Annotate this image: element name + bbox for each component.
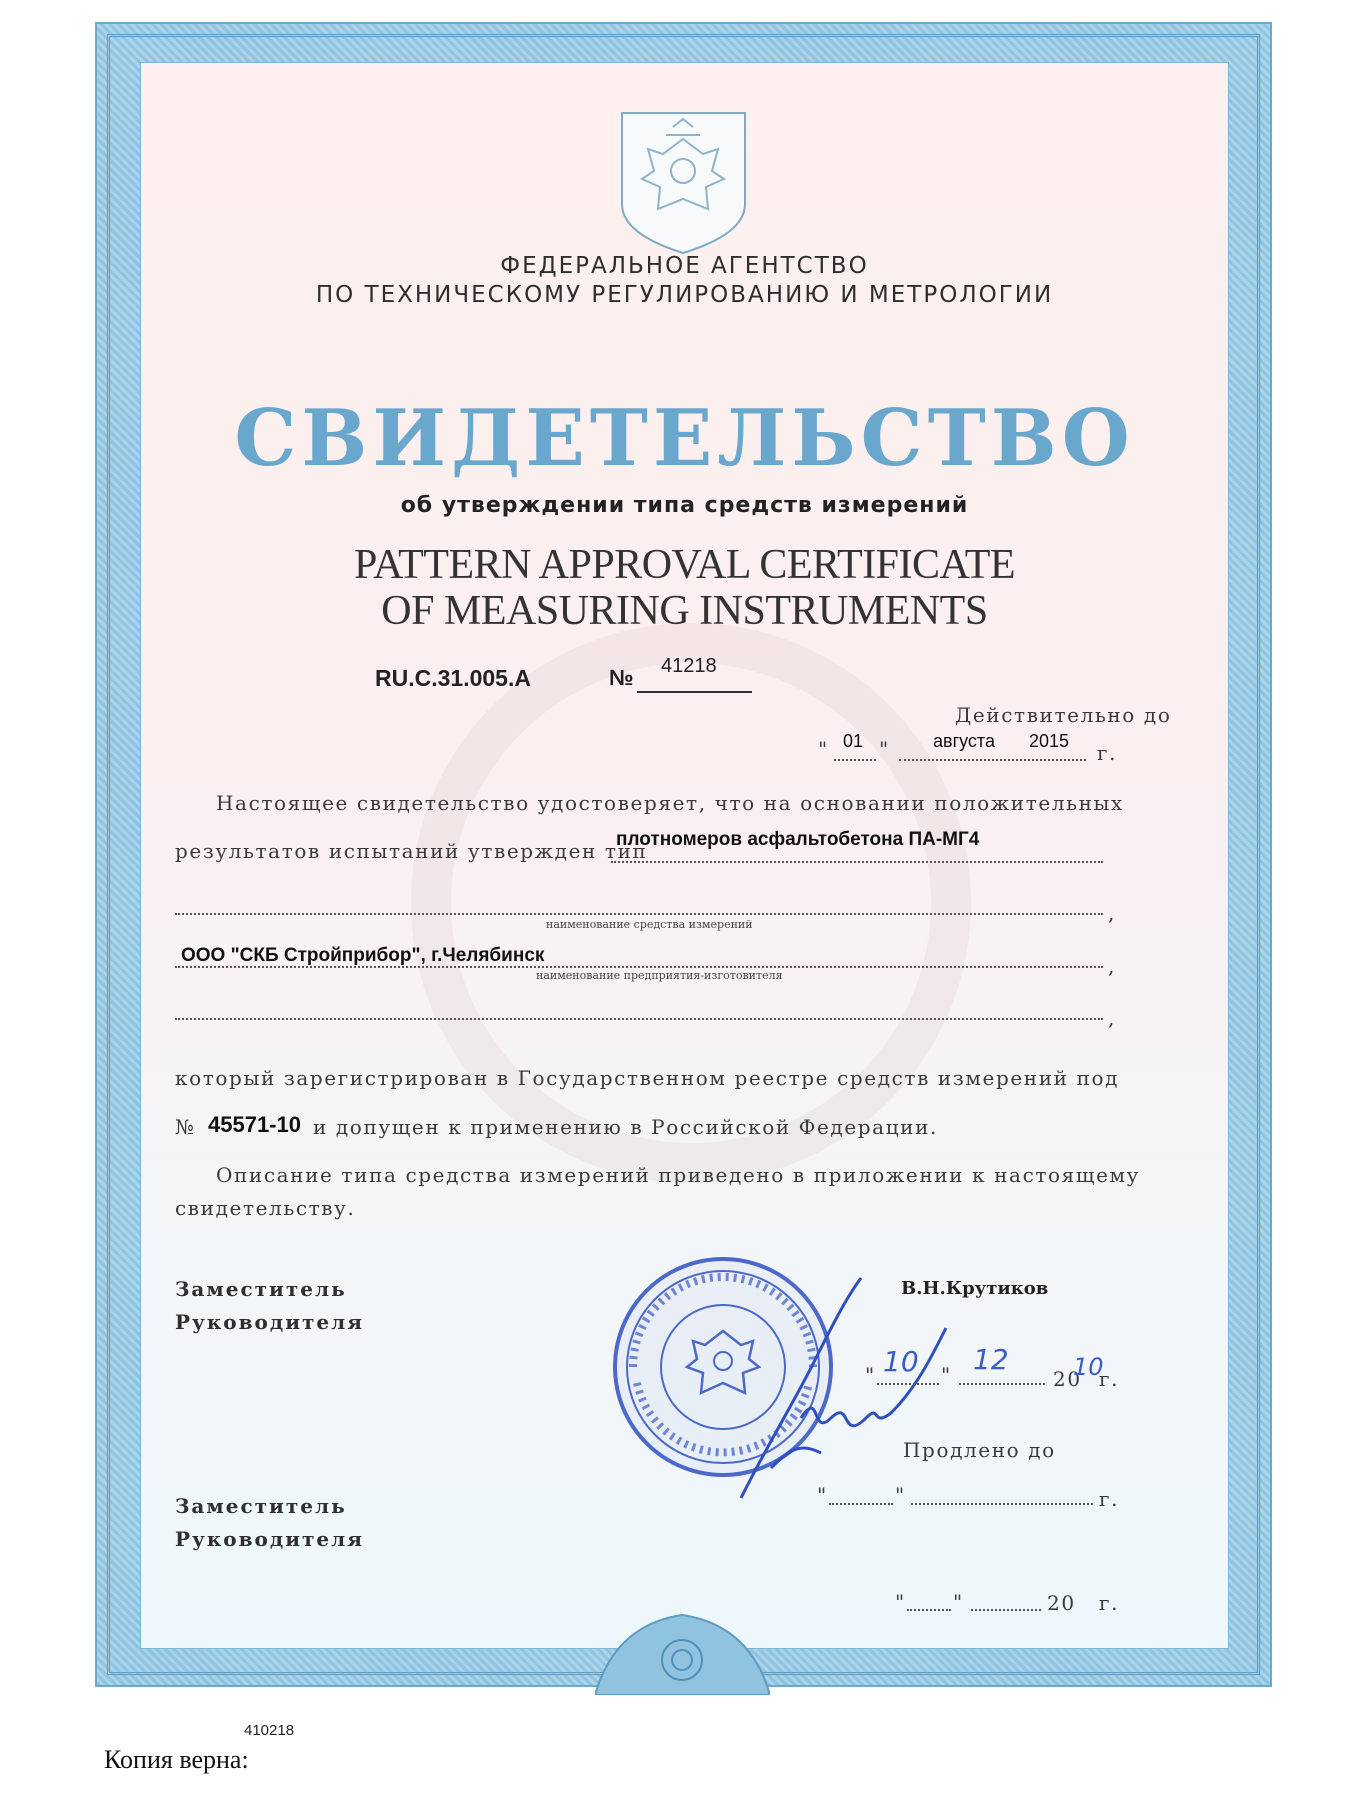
body-line-1: Настоящее свидетельство удостоверяет, что на основании положительных xyxy=(216,791,1124,815)
manufacturer-name: ООО "СКБ Стройприбор", г.Челябинск xyxy=(181,945,545,966)
extension-year-suffix: г. xyxy=(1099,1487,1120,1511)
instrument-name: плотномеров асфальтобетона ПА-МГ4 xyxy=(616,829,980,850)
description-line-2: свидетельству. xyxy=(175,1196,356,1220)
validity-year-suffix: г. xyxy=(1097,741,1118,765)
number-sign: № xyxy=(609,665,634,690)
footer-serial: 410218 xyxy=(244,1722,295,1739)
agency-line-2: ПО ТЕХНИЧЕСКОМУ РЕГУЛИРОВАНИЮ И МЕТРОЛОГИИ xyxy=(315,282,1054,308)
coat-of-arms-icon xyxy=(618,109,749,257)
caption-manufacturer: наименование предприятия-изготовителя xyxy=(536,969,783,982)
body-line-2-prefix: результатов испытаний утвержден тип xyxy=(175,839,648,863)
signature-date-day: 10 xyxy=(883,1345,919,1378)
english-title-line-2: OF MEASURING INSTRUMENTS xyxy=(381,588,988,634)
registration-code: RU.C.31.005.A xyxy=(375,665,531,691)
english-title-line-1: PATTERN APPROVAL CERTIFICATE xyxy=(353,542,1016,588)
agency-line-1: ФЕДЕРАЛЬНОЕ АГЕНТСТВО xyxy=(500,253,869,279)
certificate-title: СВИДЕТЕЛЬСТВО xyxy=(234,393,1135,484)
registry-number-sign: № xyxy=(175,1115,196,1139)
signature-date-year-hand: 10 xyxy=(1073,1353,1104,1381)
certificate-paper: ФЕДЕРАЛЬНОЕ АГЕНТСТВО ПО ТЕХНИЧЕСКОМУ РЕГУЛИРОВАНИЮ И МЕТРОЛОГИИ СВИДЕТЕЛЬСТВО об утверждении типа средств измерений PATTERN APPROVAL CERTIFICATE OF MEASURING INSTRUMENTS RU.C.31.005.A № 41218 Действительно до " 01 " августа 2015 г. Настоящее свидетельство удостоверяет, что на основании положительных результатов испытаний утвержден тип плотномеров асфальтобетона ПА-МГ4 , наименование средства измерений , ООО "СКБ Стройприбор", г.Челябинск наименование предприятия-изготовителя , который зарегистрирован в Государственном реестре средств измерений под № 45571-10 и допущен к применению в Российской Федерации. Описание типа средства измерений приведено в приложении к настоящему свидетельству. Заместитель Руководителя В.Н.Крутиков " 10 " 12 20 10 г. Продлено до " " г. Заместитель Руководителя " " 20 г. xyxy=(140,62,1229,1649)
extension-date-suffix: г. xyxy=(1099,1591,1120,1615)
registry-suffix: и допущен к применению в Российской Федерации. xyxy=(313,1115,938,1139)
watermark xyxy=(411,623,971,1183)
validity-day: 01 xyxy=(843,731,864,751)
extension-signatory-role: Заместитель Руководителя xyxy=(175,1494,365,1551)
ornament-emblem xyxy=(595,1605,770,1695)
registry-line: который зарегистрирован в Государственном реестре средств измерений под xyxy=(175,1066,1120,1090)
signatory-name: В.Н.Крутиков xyxy=(901,1278,1049,1299)
extension-year-prefix: 20 xyxy=(1047,1591,1076,1615)
copy-note: Копия верна: xyxy=(104,1745,249,1774)
caption-instrument: наименование средства измерений xyxy=(546,918,753,931)
validity-month: августа xyxy=(933,731,995,751)
certificate-number: 41218 xyxy=(661,655,717,677)
certificate-subtitle: об утверждении типа средств измерений xyxy=(400,493,969,518)
validity-label: Действительно до xyxy=(955,703,1172,727)
extension-label: Продлено до xyxy=(903,1438,1056,1462)
description-line-1: Описание типа средства измерений приведено в приложении к настоящему xyxy=(216,1163,1141,1187)
validity-year: 2015 xyxy=(1029,731,1070,751)
signatory-role: Заместитель Руководителя xyxy=(175,1277,365,1334)
certificate-number-line xyxy=(637,691,752,693)
signature-date-suffix: г. xyxy=(1099,1367,1120,1391)
signature-date-month: 12 xyxy=(973,1343,1009,1376)
signature-date-year-prefix: 20 xyxy=(1053,1367,1082,1391)
handwritten-signature xyxy=(731,1268,981,1518)
registry-number: 45571-10 xyxy=(208,1112,301,1137)
